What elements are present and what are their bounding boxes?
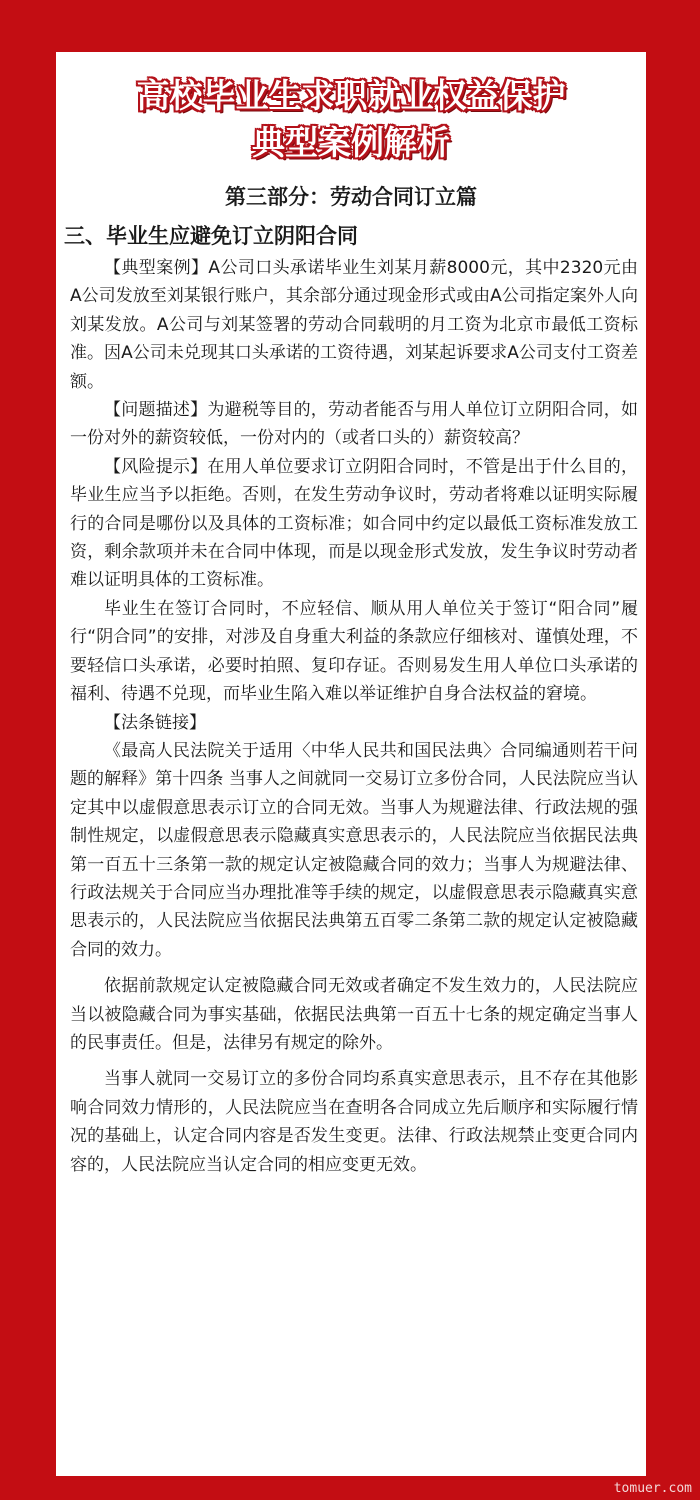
problem-paragraph: 【问题描述】为避税等目的，劳动者能否与用人单位订立阴阳合同，如一份对外的薪资较低，一份对内的（或者口头的）薪资较高？ xyxy=(70,400,638,449)
main-title-line-1: 高校毕业生求职就业权益保护 xyxy=(136,76,566,115)
main-title-line-2: 典型案例解析 xyxy=(252,123,450,162)
law-paragraph-1: 《最高人民法院关于适用〈中华人民共和国民法典〉合同编通则若干问题的解释》第十四条 当事人之间就同一交易订立多份合同，人民法院应当认定其中以虚假意思表示订立的合同无效。当事人为规避法律、行政法规的强制性规定，以虚假意思表示隐藏真实意思表示的，人民法院应当依据民法典第一百五十三条第一款的规定认定被隐藏合同的效力；当事人为规避法律、行政法规关于合同应当办理批准等手续的规定，以虚假意思表示隐藏真实意思表示的，人民法院应当依据民法典第五百零二条第二款的规定认定被隐藏合同的效力。 xyxy=(70,740,638,960)
main-title xyxy=(56,52,646,166)
risk-paragraph: 【风险提示】在用人单位要求订立阴阳合同时，不管是出于什么目的，毕业生应当予以拒绝。否则，在发生劳动争议时，劳动者将难以证明实际履行的合同是哪份以及具体的工资标准；如合同中约定以最低工资标准发放工资，剩余款项并未在合同中体现，而是以现金形式发放，发生争议时劳动者难以证明具体的工资标准。 xyxy=(70,456,638,591)
section-heading: 三、毕业生应避免订立阴阳合同 xyxy=(64,224,358,248)
article-body xyxy=(56,252,646,1179)
advice-paragraph: 毕业生在签订合同时，不应轻信、顺从用人单位关于签订“阳合同”履行“阴合同”的安排，对涉及自身重大利益的条款应仔细核对、谨慎处理，不要轻信口头承诺，必要时拍照、复印存证。否则易发生用人单位口头承诺的福利、待遇不兑现，而毕业生陷入难以举证维护自身合法权益的窘境。 xyxy=(70,598,638,705)
law-paragraph-3: 当事人就同一交易订立的多份合同均系真实意思表示，且不存在其他影响合同效力情形的，人民法院应当在查明各合同成立先后顺序和实际履行情况的基础上，认定合同内容是否发生变更。法律、行政法规禁止变更合同内容的，人民法院应当认定合同的相应变更无效。 xyxy=(70,1069,638,1175)
law-link-heading: 【法条链接】 xyxy=(104,712,206,733)
case-paragraph: 【典型案例】A公司口头承诺毕业生刘某月薪8000元，其中2320元由A公司发放至刘某银行账户，其余部分通过现金形式或由A公司指定案外人向刘某发放。A公司与刘某签署的劳动合同载明的月工资为北京市最低工资标准。因A公司未兑现其口头承诺的工资待遇，刘某起诉要求A公司支付工资差额。 xyxy=(70,258,638,392)
law-paragraph-2: 依据前款规定认定被隐藏合同无效或者确定不发生效力的，人民法院应当以被隐藏合同为事实基础，依据民法典第一百五十七条的规定确定当事人的民事责任。但是，法律另有规定的除外。 xyxy=(70,976,638,1053)
part-title: 第三部分：劳动合同订立篇 xyxy=(225,185,477,209)
site-watermark: tomuer.com xyxy=(613,1481,692,1496)
content-panel xyxy=(56,52,646,1476)
